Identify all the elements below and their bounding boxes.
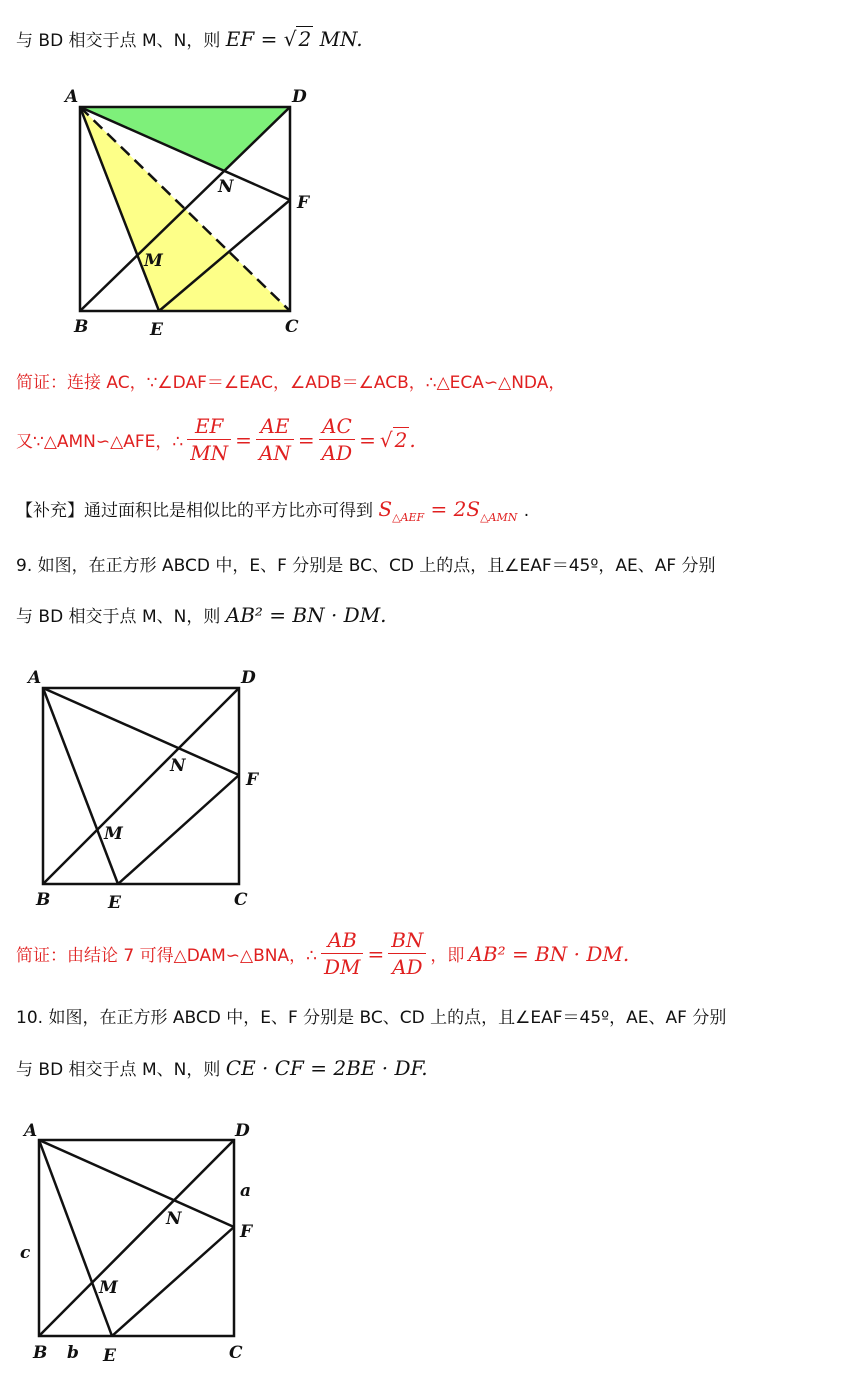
label-f: F xyxy=(240,1222,253,1242)
f1-den: MN xyxy=(190,441,229,465)
label-b: B xyxy=(33,1343,48,1363)
label-side-b: b xyxy=(67,1343,79,1363)
label-c: C xyxy=(285,317,299,337)
label-b: B xyxy=(36,890,51,910)
label-d: D xyxy=(292,87,307,107)
problem9-line1: 9. 如图，在正方形 ABCD 中，E、F 分别是 BC、CD 上的点，且∠EAF＝45º，AE、AF 分别 xyxy=(16,556,716,576)
p9-eq: = xyxy=(367,941,385,966)
problem10-line2 xyxy=(16,1055,428,1080)
segment-af xyxy=(39,1140,234,1227)
f1-num: EF xyxy=(187,414,231,440)
label-n: N xyxy=(166,1209,182,1229)
fraction-ae-an xyxy=(256,414,294,465)
label-a: A xyxy=(24,1121,38,1141)
diagonal-bd xyxy=(43,688,239,884)
fraction-bn-ad xyxy=(388,928,426,979)
p9-num2: BN xyxy=(388,928,426,954)
figure-2 xyxy=(20,665,270,915)
label-a: A xyxy=(65,87,79,107)
supp-s1: S xyxy=(378,497,393,521)
segment-ae xyxy=(39,1140,112,1336)
label-e: E xyxy=(103,1346,116,1366)
p9-num1: AB xyxy=(321,928,364,954)
label-d: D xyxy=(241,668,256,688)
proof9-prefix: 简证：由结论 7 可得△DAM∽△BNA，∴ xyxy=(16,946,317,966)
proof9-line xyxy=(16,928,629,979)
line1-text: 与 BD 相交于点 M、N，则 xyxy=(16,31,221,51)
f2-num: AE xyxy=(256,414,294,440)
fraction-ef-mn xyxy=(187,414,231,465)
label-m: M xyxy=(99,1278,118,1298)
fraction-ab-dm xyxy=(321,928,364,979)
proof1-line2 xyxy=(16,414,416,465)
line1-two: 2 xyxy=(298,27,312,51)
label-n: N xyxy=(170,756,186,776)
label-e: E xyxy=(108,893,121,913)
line1-math-eq xyxy=(226,26,363,51)
supp-end: . xyxy=(523,501,530,521)
fraction-ac-ad xyxy=(319,414,355,465)
label-side-c: c xyxy=(20,1243,31,1263)
proof9-suffix-text: ，即 xyxy=(430,946,465,966)
supp-sub1: △AEF xyxy=(392,511,425,524)
eq-3: = xyxy=(359,427,376,452)
line1-mn: MN. xyxy=(319,27,363,51)
label-f: F xyxy=(297,193,310,213)
eq-2: = xyxy=(297,427,315,452)
f2-den: AN xyxy=(258,441,291,465)
problem9-math: AB² = BN · DM. xyxy=(225,603,387,627)
eq-1: = xyxy=(235,427,252,452)
proof1-line1: 简证：连接 AC，∵∠DAF＝∠EAC，∠ADB＝∠ACB，∴△ECA∽△NDA， xyxy=(16,373,566,393)
problem9-prefix: 与 BD 相交于点 M、N，则 xyxy=(16,607,221,627)
p9-den2: AD xyxy=(392,955,423,979)
result-two: 2 xyxy=(394,428,408,452)
supp-sub2: △AMN xyxy=(480,511,518,524)
problem10-line1: 10. 如图，在正方形 ABCD 中，E、F 分别是 BC、CD 上的点，且∠EAF＝45º，AE、AF 分别 xyxy=(16,1008,727,1028)
line1-eq-a: EF = xyxy=(225,27,278,51)
f3-den: AD xyxy=(321,441,353,465)
label-d: D xyxy=(235,1121,250,1141)
p9-den1: DM xyxy=(323,955,361,979)
label-c: C xyxy=(234,890,248,910)
label-side-a: a xyxy=(240,1181,252,1201)
problem9-line2 xyxy=(16,602,387,627)
supplement-line xyxy=(16,496,529,524)
f3-num: AC xyxy=(319,414,355,440)
result-dot: . xyxy=(409,427,416,452)
label-f: F xyxy=(246,770,259,790)
problem10-math: CE · CF = 2BE · DF. xyxy=(225,1056,428,1080)
supp-mid: = 2S xyxy=(424,497,481,521)
label-n: N xyxy=(218,177,234,197)
figure-1 xyxy=(60,82,330,347)
proof1-prefix: 又∵△AMN∽△AFE，∴ xyxy=(16,432,184,452)
figure-3 xyxy=(15,1118,275,1368)
diagonal-bd xyxy=(39,1140,234,1336)
problem10-prefix: 与 BD 相交于点 M、N，则 xyxy=(16,1060,221,1080)
supplement-math xyxy=(378,497,523,524)
label-b: B xyxy=(74,317,89,337)
line1-radical: √ xyxy=(283,27,297,51)
label-a: A xyxy=(28,668,42,688)
result-radical: √ xyxy=(379,427,393,452)
proof9-suffix-math: AB² = BN · DM. xyxy=(468,941,630,966)
label-m: M xyxy=(144,251,163,271)
label-m: M xyxy=(104,824,123,844)
text-line-1 xyxy=(16,26,363,51)
supplement-label: 【补充】通过面积比是相似比的平方比亦可得到 xyxy=(16,501,373,521)
label-c: C xyxy=(229,1343,243,1363)
label-e: E xyxy=(150,320,163,340)
